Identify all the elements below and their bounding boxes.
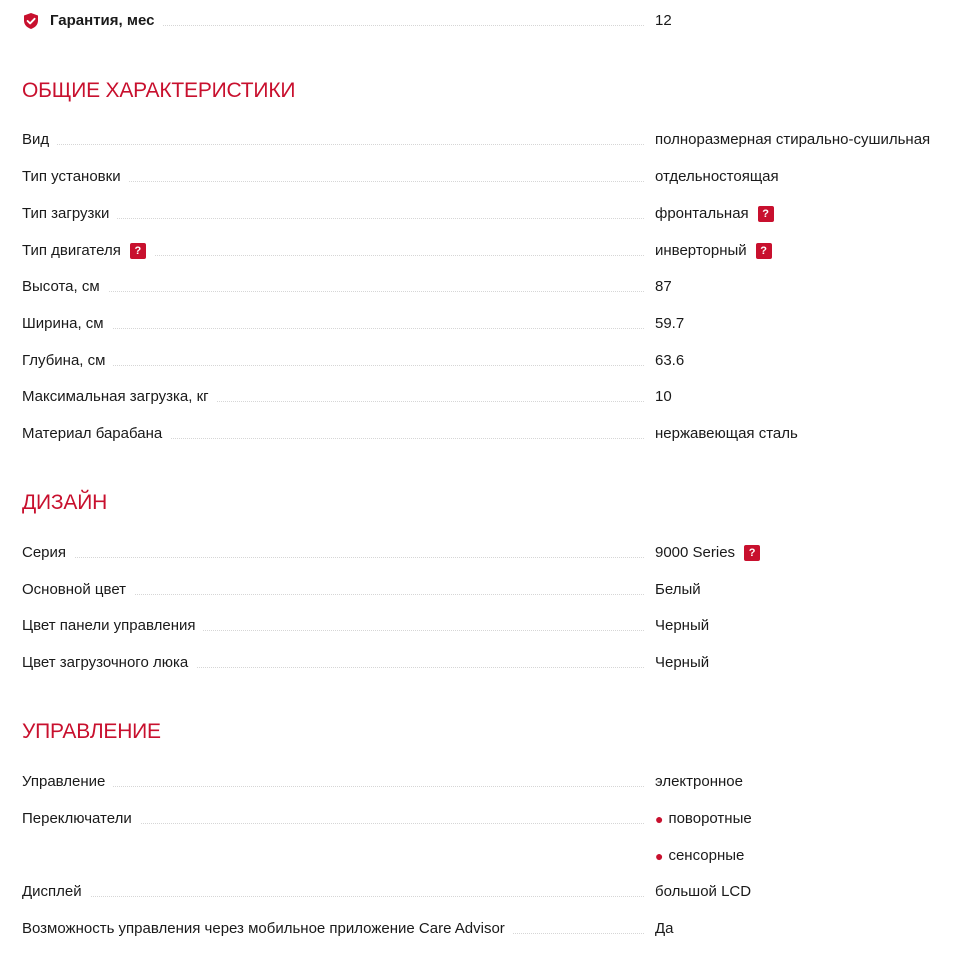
- question-mark-icon[interactable]: ?: [744, 545, 760, 561]
- section-title-design: ДИЗАЙН: [22, 491, 108, 514]
- spec-row: [22, 129, 952, 151]
- spec-value-wrap: [655, 240, 772, 262]
- spec-label: Высота, см: [22, 276, 108, 298]
- spec-row: [22, 918, 952, 940]
- spec-row: [22, 166, 952, 188]
- section-title-general: ОБЩИЕ ХАРАКТЕРИСТИКИ: [22, 79, 296, 102]
- dotted-leader: [22, 328, 644, 329]
- spec-value: поворотные: [668, 810, 752, 827]
- spec-label: Тип установки: [22, 166, 129, 188]
- spec-row: [22, 350, 952, 372]
- spec-label: Тип загрузки: [22, 203, 117, 225]
- spec-row: [22, 615, 952, 637]
- warranty-row: [22, 10, 952, 32]
- spec-value: 87: [655, 278, 672, 295]
- spec-label: Тип двигателя: [22, 242, 121, 259]
- dotted-leader: [22, 557, 644, 558]
- bullet-icon: ●: [655, 811, 664, 827]
- dotted-leader: [22, 291, 644, 292]
- spec-label: Ширина, см: [22, 313, 112, 335]
- spec-label: Переключатели: [22, 808, 140, 830]
- spec-value-wrap: [655, 808, 752, 830]
- spec-label: Основной цвет: [22, 579, 134, 601]
- dotted-leader: [22, 896, 644, 897]
- spec-row: [22, 652, 952, 674]
- spec-value-wrap: [655, 203, 774, 225]
- spec-value-wrap: [655, 845, 744, 867]
- spec-value: большой LCD: [655, 883, 752, 900]
- spec-value: электронное: [655, 773, 743, 790]
- dotted-leader: [22, 144, 644, 145]
- spec-row: [22, 808, 952, 830]
- spec-row-continuation: [22, 845, 952, 867]
- spec-value-wrap: [655, 542, 760, 564]
- spec-value: Черный: [655, 654, 710, 671]
- spec-value: 10: [655, 388, 672, 405]
- spec-label: Дисплей: [22, 881, 90, 903]
- spec-row: [22, 276, 952, 298]
- spec-row: [22, 203, 952, 225]
- spec-label: Вид: [22, 129, 57, 151]
- spec-row: [22, 579, 952, 601]
- spec-label: Цвет загрузочного люка: [22, 652, 196, 674]
- spec-value: фронтальная: [655, 205, 749, 222]
- question-mark-icon[interactable]: ?: [758, 206, 774, 222]
- spec-label: Цвет панели управления: [22, 615, 203, 637]
- warranty-label: Гарантия, мес: [22, 10, 162, 32]
- spec-row: [22, 313, 952, 335]
- spec-row: [22, 771, 952, 793]
- shield-check-icon: [22, 12, 40, 30]
- spec-value: 63.6: [655, 352, 685, 369]
- spec-label: Серия: [22, 542, 74, 564]
- bullet-icon: ●: [655, 848, 664, 864]
- warranty-value: 12: [655, 12, 672, 29]
- spec-row: [22, 386, 952, 408]
- question-mark-icon[interactable]: ?: [130, 243, 146, 259]
- spec-row: [22, 881, 952, 903]
- spec-label: Управление: [22, 771, 113, 793]
- spec-label: Материал барабана: [22, 423, 170, 445]
- spec-value: сенсорные: [668, 847, 745, 864]
- section-title-control: УПРАВЛЕНИЕ: [22, 720, 161, 743]
- spec-value: 9000 Series: [655, 544, 736, 561]
- spec-label-wrap: [22, 240, 154, 262]
- spec-value: отдельностоящая: [655, 168, 779, 185]
- spec-row: [22, 240, 952, 262]
- dotted-leader: [22, 786, 644, 787]
- spec-row: [22, 423, 952, 445]
- spec-label: Возможность управления через мобильное приложение Care Advisor: [22, 918, 513, 940]
- spec-label: Максимальная загрузка, кг: [22, 386, 217, 408]
- spec-value: инверторный: [655, 242, 747, 259]
- spec-value: Да: [655, 920, 674, 937]
- dotted-leader: [22, 365, 644, 366]
- spec-label: Глубина, см: [22, 350, 113, 372]
- question-mark-icon[interactable]: ?: [756, 243, 772, 259]
- spec-value: 59.7: [655, 315, 685, 332]
- spec-row: [22, 542, 952, 564]
- spec-value: Черный: [655, 617, 710, 634]
- spec-value: нержавеющая сталь: [655, 425, 798, 442]
- spec-value: полноразмерная стирально-сушильная: [655, 131, 931, 148]
- spec-value: Белый: [655, 581, 701, 598]
